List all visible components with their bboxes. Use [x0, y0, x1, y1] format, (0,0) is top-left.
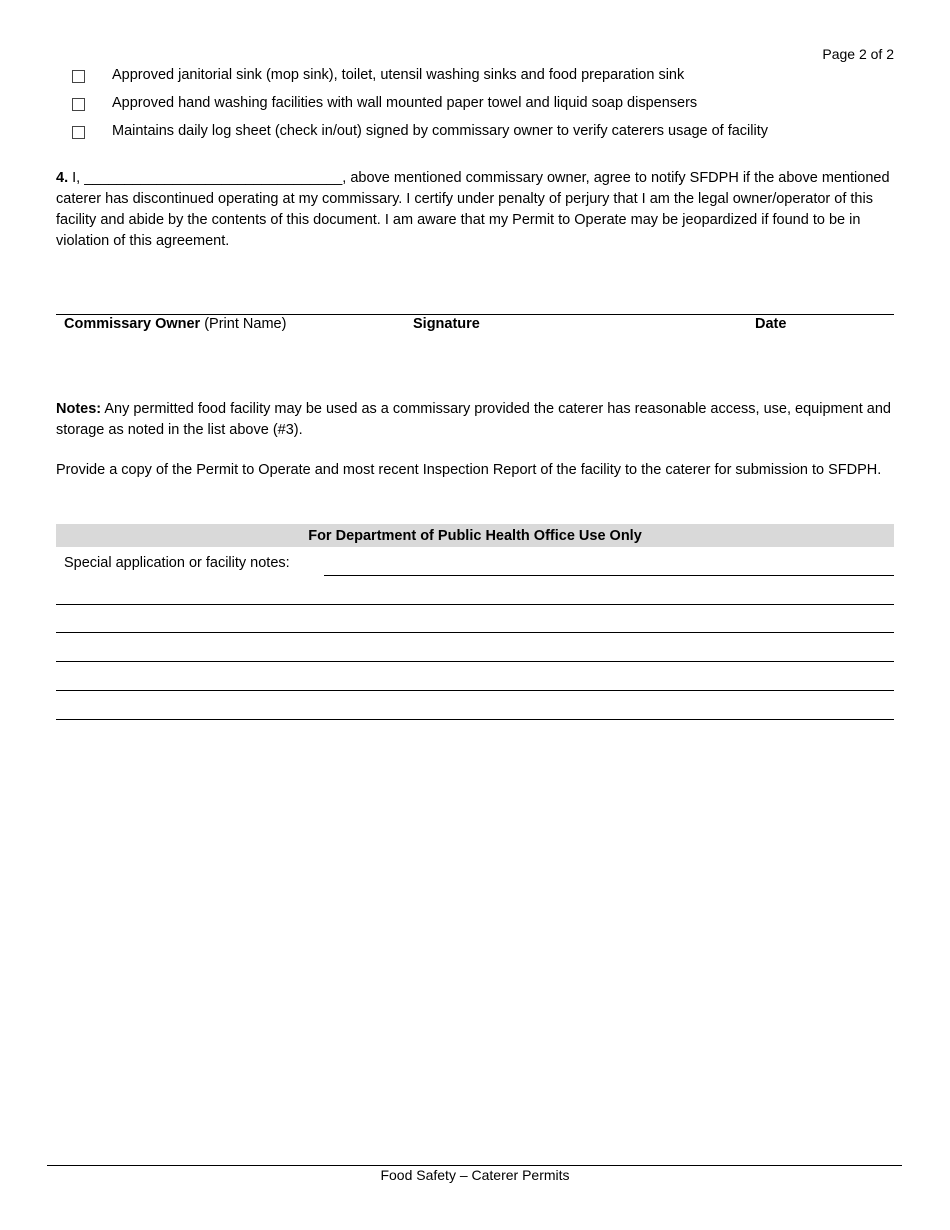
- checklist-item-label: Maintains daily log sheet (check in/out) signed by commissary owner to verify caterers usage of facility: [112, 123, 769, 139]
- checklist-item-label: Approved hand washing facilities with wall mounted paper towel and liquid soap dispensers: [112, 95, 698, 111]
- notes-label: Notes:: [56, 401, 102, 417]
- facility-notes-line[interactable]: [324, 575, 894, 576]
- page-number: Page 2 of 2: [822, 46, 894, 62]
- date-label: Date: [755, 316, 787, 332]
- agreement-paragraph: [56, 168, 894, 252]
- footer-text: Food Safety – Caterer Permits: [380, 1167, 570, 1183]
- footer-divider: [47, 1165, 902, 1166]
- owner-label-bold: Commissary Owner: [64, 316, 201, 332]
- facility-notes-line[interactable]: [56, 690, 894, 691]
- facility-notes-label: Special application or facility notes:: [64, 555, 290, 571]
- notes-text: Any permitted food facility may be used as a commissary provided the caterer has reasonable access, use, equipment and storage as noted in the list above (#3).: [56, 401, 891, 438]
- signature-line: [56, 314, 894, 315]
- facility-notes-line[interactable]: [56, 604, 894, 605]
- agreement-number: 4.: [56, 170, 69, 186]
- facility-notes-line[interactable]: [56, 661, 894, 662]
- facility-notes-line[interactable]: [56, 632, 894, 633]
- checklist-item: [72, 65, 684, 85]
- facility-notes-line[interactable]: [56, 719, 894, 720]
- checklist-item-label: Approved janitorial sink (mop sink), toilet, utensil washing sinks and food preparation sink: [112, 67, 685, 83]
- owner-label-rest: (Print Name): [200, 316, 287, 332]
- owner-name-blank[interactable]: ________________________________: [84, 170, 343, 186]
- checkbox-icon[interactable]: [72, 70, 85, 83]
- checklist-item: [72, 93, 697, 113]
- provide-copy-paragraph: Provide a copy of the Permit to Operate and most recent Inspection Report of the facility to the caterer for submission to SFDPH.: [56, 462, 882, 478]
- agreement-text: , above mentioned commissary owner, agree to notify SFDPH if the above mentioned caterer has discontinued operating at my commissary. I certify under penalty of perjury that I am the legal owner/operator of this facility and abide by the contents of this document. I am aware that my Permit to Operate may be jeopardized if found to be in violation of this agreement.: [56, 170, 890, 249]
- owner-print-name-label: [64, 316, 286, 332]
- office-use-header: For Department of Public Health Office Use Only: [56, 524, 894, 547]
- checkbox-icon[interactable]: [72, 98, 85, 111]
- signature-label: Signature: [413, 316, 480, 332]
- checkbox-icon[interactable]: [72, 126, 85, 139]
- checklist-item: [72, 121, 768, 141]
- notes-paragraph: [56, 399, 894, 441]
- agreement-prefix: I,: [68, 170, 85, 186]
